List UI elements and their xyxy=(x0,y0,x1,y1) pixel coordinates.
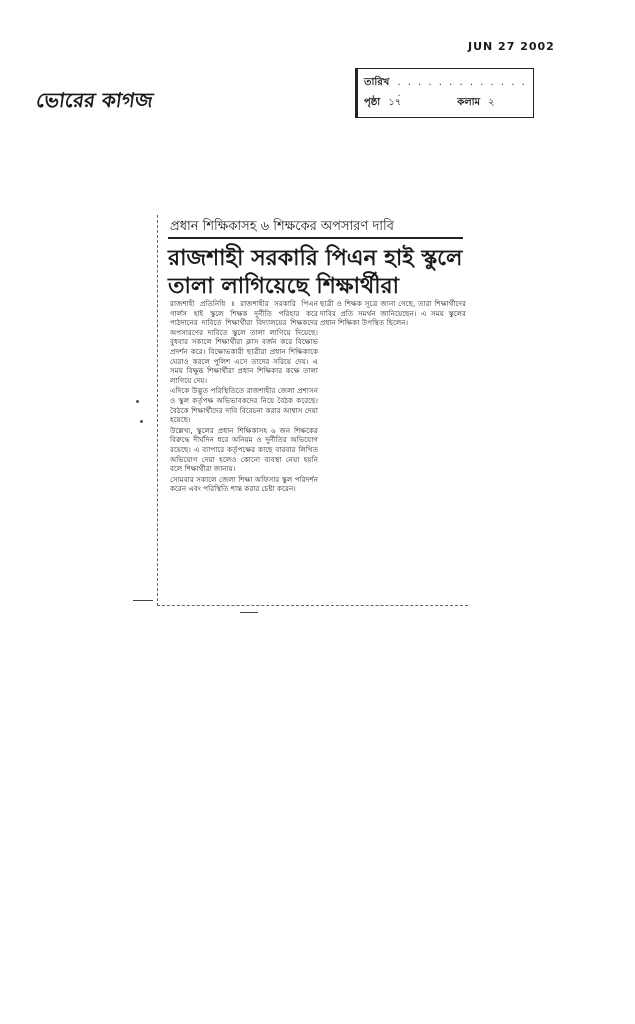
article-paragraph: ছাত্রী ও শিক্ষক সূত্রে জানা গেছে, তারা শিক্ষার্থীদের দাবির প্রতি সমর্থন জানিয়েছেন। এ সময় স্কুলের প্রধান শিক্ষিকা উপস্থিত ছিলেন। xyxy=(320,299,466,328)
article-column-1 xyxy=(170,299,318,495)
kicker-underline xyxy=(168,237,463,239)
news-clipping xyxy=(157,215,468,606)
article-column-2 xyxy=(320,299,466,329)
info-date-label: তারিখ xyxy=(364,77,390,88)
newspaper-masthead: ভোরের কাগজ xyxy=(34,88,155,112)
article-headline: রাজশাহী সরকারি পিএন হাই স্কুলে তালা লাগিয়েছে শিক্ষার্থীরা xyxy=(168,246,463,299)
info-page-value: ১৭ xyxy=(388,97,402,108)
scan-speck xyxy=(140,420,143,423)
article-paragraph: রাজশাহী প্রতিনিধি ॥ রাজশাহীর সরকারি পিএন গার্লস হাই স্কুলে শিক্ষক দুর্নীতি পরিহার করে পাঠদানের দাবিতে শিক্ষার্থীরা বিদ্যালয়ের শিক্ষকদের অপসারণের দাবিতে স্কুলে তালা লাগিয়ে দিয়েছে। বুধবার সকালে শিক্ষার্থীরা ক্লাস বর্জন করে বিক্ষোভ প্রদর্শন করে। বিক্ষোভকারী ছাত্রীরা প্রধান শিক্ষিকাকে ঘেরাও করলে পুলিশ এসে তাদের সরিয়ে দেয়। এ সময় বিক্ষুব্ধ শিক্ষার্থীরা প্রধান শিক্ষিকার কক্ষে তালা লাগিয়ে দেয়। xyxy=(170,299,318,385)
info-date-value: . . . . . . . . . . . . . . xyxy=(397,77,527,99)
info-page-label: পৃষ্ঠা xyxy=(364,97,381,108)
scan-speck xyxy=(136,400,139,403)
info-column-label: কলাম xyxy=(457,97,481,108)
info-page-row xyxy=(364,95,495,112)
article-paragraph: উল্লেখ্য, স্কুলের প্রধান শিক্ষিকাসহ ৬ জন শিক্ষকের বিরুদ্ধে দীর্ঘদিন ধরে অনিয়ম ও দুর্নীতির অভিযোগ রয়েছে। এ ব্যাপারে কর্তৃপক্ষের কাছে বারবার লিখিত অভিযোগ দেয়া হলেও কোনো ব্যবস্থা নেয়া হয়নি বলে শিক্ষার্থীরা জানায়। xyxy=(170,425,318,474)
scan-mark xyxy=(133,600,153,601)
scan-mark xyxy=(240,612,258,613)
article-paragraph: সোমবার সকালে জেলা শিক্ষা অফিসার স্কুল পরিদর্শন করেন এবং পরিস্থিতি শান্ত করার চেষ্টা করেন। xyxy=(170,474,318,494)
clipping-info-box xyxy=(355,68,534,118)
article-kicker: প্রধান শিক্ষিকাসহ ৬ শিক্ষকের অপসারণ দাবি xyxy=(170,219,394,234)
article-paragraph: এদিকে উদ্ভূত পরিস্থিতিতে রাজশাহীর জেলা প্রশাসন ও স্কুল কর্তৃপক্ষ অভিভাবকদের নিয়ে বৈঠক করেছে। বৈঠকে শিক্ষার্থীদের দাবি বিবেচনা করার আশ্বাস দেয়া হয়েছে। xyxy=(170,386,318,425)
received-date-stamp: JUN 27 2002 xyxy=(468,40,555,53)
info-column-value: ২ xyxy=(488,97,495,108)
